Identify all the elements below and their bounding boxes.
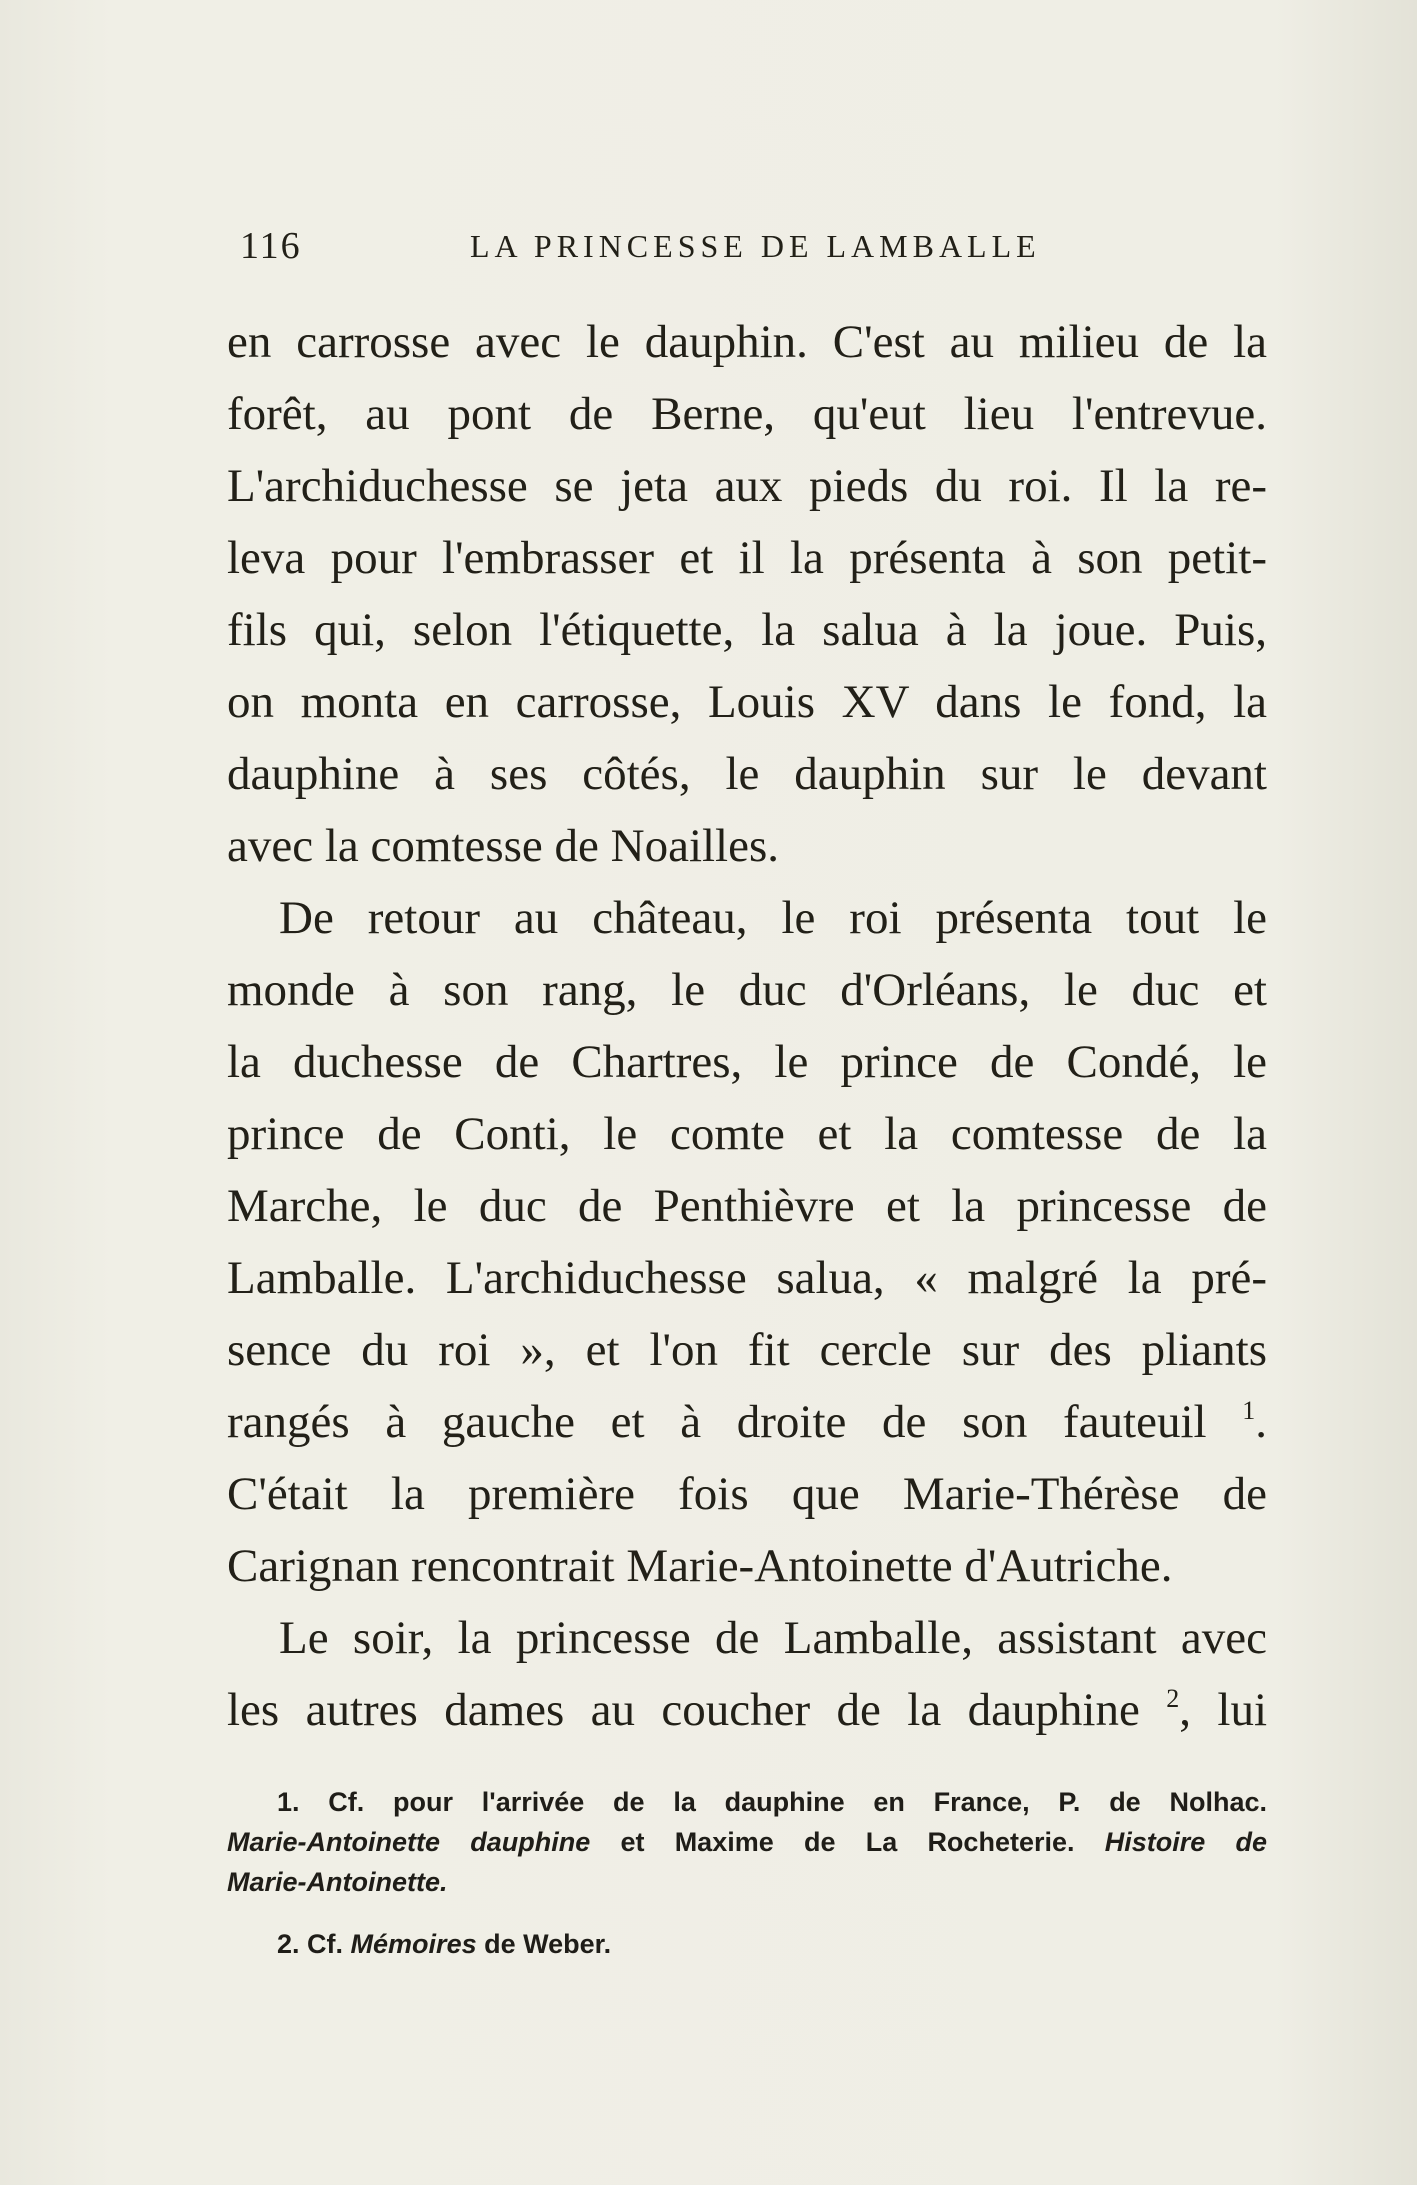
text-segment: les autres dames au coucher de la dauphine (227, 1684, 1140, 1736)
text-line: Lamballe. L'archiduchesse salua, « malgré la pré- (227, 1252, 1267, 1304)
text-segment: rangés à gauche et à droite de son fauteuil (227, 1396, 1207, 1448)
footnote-1-line (227, 1782, 1267, 1822)
footnote-reference: 2 (1166, 1684, 1180, 1713)
footnotes (227, 1782, 1267, 1964)
footnote-number: 2. (277, 1929, 300, 1959)
text-line: Carignan rencontrait Marie-Antoinette d'Autriche. (227, 1540, 1173, 1592)
text-line: Marche, le duc de Penthièvre et la princesse de (227, 1180, 1267, 1232)
footnote-number: 1. (277, 1787, 300, 1817)
text-line: dauphine à ses côtés, le dauphin sur le devant (227, 748, 1267, 800)
text-line: prince de Conti, le comte et la comtesse de la (227, 1108, 1267, 1160)
text-line: on monta en carrosse, Louis XV dans le fond, la (227, 676, 1267, 728)
footnote-title: Marie-Antoinette dauphine (227, 1827, 591, 1857)
text-line: leva pour l'embrasser et il la présenta à son petit- (227, 532, 1267, 584)
footnote-text: et Maxime de La Rocheterie. (590, 1827, 1105, 1857)
text-line: sence du roi », et l'on fit cercle sur des pliants (227, 1324, 1267, 1376)
footnote-1-line (227, 1822, 1267, 1862)
text-segment: , lui (1179, 1684, 1268, 1736)
footnote-2-line (227, 1924, 1267, 1964)
page-header (240, 224, 1048, 274)
page-number: 116 (240, 225, 302, 267)
text-line: en carrosse avec le dauphin. C'est au milieu de la (227, 316, 1267, 368)
text-line: C'était la première fois que Marie-Thérèse de (227, 1468, 1267, 1520)
text-line: Le soir, la princesse de Lamballe, assistant avec (279, 1612, 1267, 1664)
footnote-reference: 1 (1242, 1396, 1256, 1425)
text-segment: . (1255, 1396, 1267, 1448)
footnote-title: Marie-Antoinette. (227, 1867, 448, 1897)
running-title: LA PRINCESSE DE LAMBALLE (470, 228, 1041, 264)
footnote-title: Histoire de (1104, 1827, 1267, 1857)
text-line: fils qui, selon l'étiquette, la salua à la joue. Puis, (227, 604, 1267, 656)
text-line: avec la comtesse de Noailles. (227, 820, 780, 872)
body-text (227, 306, 1267, 1746)
text-line (227, 1674, 1267, 1746)
footnote-text: de Weber. (476, 1929, 612, 1959)
footnote-title: Mémoires (350, 1929, 477, 1959)
footnote-text: Cf. (307, 1929, 351, 1959)
text-line (227, 1386, 1267, 1458)
text-line: la duchesse de Chartres, le prince de Condé, le (227, 1036, 1267, 1088)
text-line: De retour au château, le roi présenta tout le (279, 892, 1267, 944)
footnote-text: Cf. pour l'arrivée de la dauphine en France, P. de Nolhac. (328, 1787, 1267, 1817)
text-line: monde à son rang, le duc d'Orléans, le duc et (227, 964, 1267, 1016)
footnote-1-line (227, 1862, 1267, 1902)
text-line: L'archiduchesse se jeta aux pieds du roi. Il la re- (227, 460, 1267, 512)
text-line: forêt, au pont de Berne, qu'eut lieu l'entrevue. (227, 388, 1267, 440)
